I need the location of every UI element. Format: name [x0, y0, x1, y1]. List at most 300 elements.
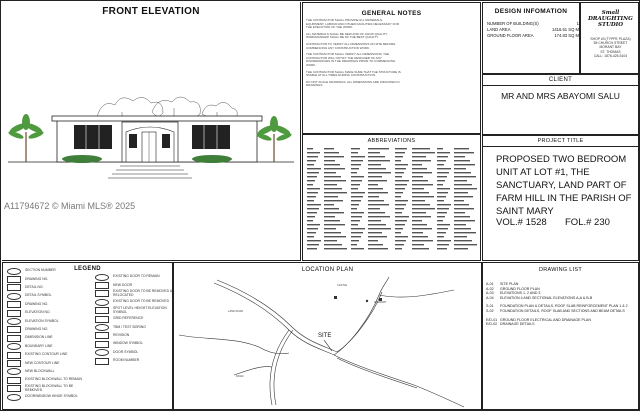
abbreviation-meaning-mark: [324, 204, 334, 205]
abbreviation-code-mark: [307, 244, 319, 245]
legend-item: [95, 357, 173, 365]
general-note-paragraph: ALL MATERIALS SHALL BE NEW AND OF GOOD QUALITY, WORKMANSHIP SHALL BE OF THE BEST QUALITY.: [306, 31, 388, 40]
abbreviation-code-mark: [307, 212, 317, 213]
abbreviation-code-mark: [351, 220, 360, 221]
abbreviation-meaning-mark: [324, 216, 335, 217]
abbreviation-code-mark: [437, 156, 448, 157]
abbreviation-meaning-mark: [368, 176, 382, 177]
design-info-value: 174.83 SQ M: [554, 33, 579, 38]
legend-item-label: EXISTING CONTOUR LINE: [25, 352, 68, 357]
abbreviation-code-mark: [307, 208, 319, 209]
abbreviation-code-mark: [395, 152, 405, 153]
abbreviation-code-mark: [395, 164, 408, 165]
abbreviation-meaning-mark: [412, 212, 426, 213]
legend-item: [7, 284, 87, 292]
abbreviation-code-mark: [351, 236, 361, 237]
abbreviation-code-mark: [437, 220, 443, 221]
design-info-label: NUMBER OF BUILDING(S): [487, 21, 539, 26]
drawing-description: FOUNDATION DETAILS, ROOF SLAB AND SECTIONS AND BEAM DETAILS: [500, 308, 625, 313]
abbreviation-code-mark: [395, 224, 405, 225]
legend-item: [7, 359, 87, 367]
abbreviation-meaning-mark: [412, 184, 433, 185]
abbreviation-code-mark: [437, 152, 450, 153]
legend-item-label: ELEVATION SYMBOL: [25, 318, 59, 323]
abbreviation-code-mark: [307, 232, 316, 233]
legend-symbol-icon: [95, 282, 109, 289]
abbreviation-code-mark: [351, 232, 363, 233]
legend-item: [7, 393, 87, 401]
legend-item: [95, 349, 173, 357]
abbreviation-meaning-mark: [454, 168, 466, 169]
abbreviation-meaning-mark: [454, 196, 473, 197]
abbreviation-meaning-mark: [412, 240, 433, 241]
legend-symbol-icon: [95, 316, 109, 323]
abbreviation-code-mark: [307, 248, 317, 249]
general-note-paragraph: THE CONTRACTOR SHALL VERIFY ALL DIMENSIONS; THE CONTRACTOR WILL NOTIFY THE DESIGNER OF ANY DISCREPANCIES IN THE DRAWINGS PRIOR TO COMMENCING WORK.: [306, 52, 396, 67]
abbreviation-code-mark: [437, 176, 447, 177]
drawing-description: SITE PLAN: [500, 282, 519, 286]
studio-address-line: CALL: 1876-425-5104: [593, 53, 628, 58]
abbreviation-meaning-mark: [368, 164, 381, 165]
abbreviation-code-mark: [437, 244, 449, 245]
general-note-paragraph: THE CONTRACTOR SHALL PROVIDE ALL MATERIALS, EQUIPMENT, LABOUR AND OTHER FACILITIES NECESSARY FOR THE EXECUTION OF THE WORK.: [306, 18, 399, 30]
watermark: A11794672 © Miami MLS® 2025: [4, 201, 136, 211]
abbreviation-meaning-mark: [412, 164, 422, 165]
abbreviation-meaning-mark: [324, 176, 341, 177]
abbreviation-code-mark: [351, 180, 362, 181]
abbreviation-code-mark: [307, 216, 315, 217]
abbreviation-meaning-mark: [368, 220, 381, 221]
abbreviation-code-mark: [351, 200, 361, 201]
abbreviation-meaning-mark: [412, 236, 428, 237]
abbreviation-meaning-mark: [454, 248, 468, 249]
abbreviation-code-mark: [437, 240, 451, 241]
front-elevation-panel: [2, 2, 301, 261]
design-information-panel: [482, 2, 580, 74]
abbreviation-meaning-mark: [412, 204, 430, 205]
design-information-title: DESIGN INFOMATION: [494, 8, 568, 15]
legend-item-label: EXISTING BLOCKWALL TO BE REMOVED: [25, 383, 74, 392]
abbreviation-code-mark: [437, 192, 448, 193]
abbreviation-meaning-mark: [454, 164, 475, 165]
abbreviation-code-mark: [437, 228, 448, 229]
legend-item-label: TBM / TEST BORING: [113, 324, 146, 329]
abbreviation-meaning-mark: [454, 188, 477, 189]
legend-item: [7, 343, 87, 351]
legend-item: [7, 317, 87, 325]
abbreviation-code-mark: [307, 228, 318, 229]
legend-title: LEGEND: [74, 266, 101, 272]
right-palm-tree: [256, 116, 293, 162]
abbreviation-meaning-mark: [324, 156, 344, 157]
legend-symbol-icon: [7, 318, 21, 325]
abbreviation-meaning-mark: [368, 168, 386, 169]
client-panel: [482, 74, 639, 135]
studio-address-line: MORANT BAY: [599, 45, 622, 50]
legend-symbol-icon: [7, 326, 21, 333]
drawing-list-table: [486, 282, 638, 327]
studio-panel: [580, 2, 639, 74]
abbreviation-meaning-mark: [324, 224, 345, 225]
abbreviation-code-mark: [395, 212, 402, 213]
drawing-number: E/D-02: [486, 322, 498, 327]
abbreviation-code-mark: [437, 248, 447, 249]
abbreviation-code-mark: [351, 228, 365, 229]
abbreviation-meaning-mark: [368, 156, 385, 157]
abbreviation-meaning-mark: [368, 192, 388, 193]
legend-symbol-icon: [7, 394, 21, 401]
design-info-value: 1416.51 SQ M: [551, 27, 579, 32]
volume-number: VOL.# 1528: [496, 217, 547, 228]
abbreviation-code-mark: [307, 164, 314, 165]
legend-item: [95, 290, 173, 298]
abbreviation-meaning-mark: [324, 192, 347, 193]
legend-item-label: EXISTING DOOR TO BE REMOVED & RELOCATED: [113, 289, 173, 297]
abbreviation-meaning-mark: [412, 248, 429, 249]
site-label: SITE: [318, 333, 332, 339]
abbreviations-table: [303, 146, 480, 256]
legend-item-label: DOOR SYMBOL: [113, 349, 139, 354]
svg-text:ROAD: ROAD: [236, 375, 244, 378]
abbreviation-meaning-mark: [368, 152, 380, 153]
abbreviation-meaning-mark: [368, 248, 388, 249]
abbreviation-code-mark: [307, 176, 317, 177]
abbreviation-code-mark: [307, 148, 313, 149]
abbreviation-meaning-mark: [412, 192, 429, 193]
abbreviation-code-mark: [395, 176, 402, 177]
drawing-number: S-01: [486, 304, 494, 309]
legend-symbol-icon: [7, 385, 21, 392]
abbreviation-code-mark: [437, 196, 446, 197]
abbreviation-code-mark: [395, 172, 404, 173]
abbreviation-meaning-mark: [368, 212, 385, 213]
design-information-table: [487, 21, 579, 39]
abbreviation-code-mark: [351, 172, 357, 173]
drawing-description: FOUNDATION PLAN & DETAILS, ROOF SLAB REINFORCEMENT PLAN 1 & 2: [500, 304, 628, 309]
abbreviation-code-mark: [351, 192, 365, 193]
abbreviations-panel: [302, 134, 481, 261]
legend-item: [7, 351, 87, 359]
abbreviation-meaning-mark: [454, 240, 472, 241]
legend-item: [95, 340, 173, 348]
abbreviation-code-mark: [307, 160, 316, 161]
front-elevation-title: FRONT ELEVATION: [102, 6, 200, 17]
left-palm-tree: [8, 114, 45, 162]
studio-address-line: 55 CHURCH STREET: [593, 41, 628, 46]
abbreviation-code-mark: [351, 188, 358, 189]
abbreviation-code-mark: [307, 172, 319, 173]
abbreviation-code-mark: [307, 152, 320, 153]
legend-symbol-icon: [7, 301, 21, 308]
abbreviation-code-mark: [351, 248, 364, 249]
abbreviation-meaning-mark: [324, 160, 335, 161]
abbreviation-meaning-mark: [324, 188, 342, 189]
drawing-description: GROUND FLOOR ELECTRICAL AND DRAINAGE PLAN: [500, 317, 591, 322]
drawing-description: DRAINAGE DETAILS: [500, 322, 535, 327]
abbreviation-meaning-mark: [454, 228, 471, 229]
legend-symbol-icon: [7, 293, 21, 300]
legend-symbol-icon: [7, 343, 21, 350]
abbreviation-meaning-mark: [454, 208, 474, 209]
legend-item-label: BOUNDARY LINE: [25, 343, 53, 348]
legend-symbol-icon: [7, 310, 21, 317]
abbreviation-code-mark: [395, 168, 406, 169]
abbreviation-meaning-mark: [368, 224, 386, 225]
abbreviation-code-mark: [395, 236, 408, 237]
legend-item-label: NEW BLOCKWALL: [25, 368, 55, 373]
abbreviation-meaning-mark: [454, 220, 475, 221]
abbreviation-code-mark: [307, 204, 321, 205]
legend-item-label: DRAWING NO.: [25, 301, 49, 306]
abbreviation-code-mark: [351, 152, 358, 153]
abbreviation-meaning-mark: [412, 216, 431, 217]
abbreviation-meaning-mark: [368, 216, 390, 217]
abbreviation-code-mark: [351, 148, 360, 149]
abbreviation-meaning-mark: [368, 208, 380, 209]
drawing-list-title: DRAWING LIST: [538, 267, 583, 273]
abbreviation-meaning-mark: [454, 204, 469, 205]
abbreviation-code-mark: [395, 220, 407, 221]
front-elevation-drawing: [2, 62, 301, 261]
abbreviation-meaning-mark: [324, 168, 345, 169]
abbreviation-code-mark: [437, 216, 445, 217]
abbreviation-code-mark: [351, 164, 361, 165]
abbreviation-code-mark: [307, 184, 313, 185]
location-plan-map: [174, 275, 481, 410]
abbreviation-code-mark: [395, 208, 404, 209]
abbreviation-code-mark: [437, 224, 450, 225]
abbreviation-meaning-mark: [368, 228, 391, 229]
abbreviation-meaning-mark: [412, 224, 427, 225]
legend-item-label: WINDOW SYMBOL: [113, 341, 143, 346]
abbreviation-code-mark: [395, 232, 401, 233]
abbreviation-meaning-mark: [454, 184, 472, 185]
legend-item: [7, 267, 87, 275]
legend-item-label: EXISTING DOOR TO REMAIN: [113, 274, 160, 279]
abbreviation-meaning-mark: [412, 156, 426, 157]
abbreviation-meaning-mark: [412, 244, 424, 245]
legend-item: [7, 384, 87, 392]
design-info-label: GROUND FLOOR AREA: [487, 33, 534, 38]
abbreviation-meaning-mark: [324, 200, 343, 201]
abbreviation-meaning-mark: [324, 172, 336, 173]
abbreviation-code-mark: [395, 216, 409, 217]
abbreviation-meaning-mark: [324, 184, 337, 185]
abbreviation-code-mark: [395, 180, 409, 181]
abbreviation-meaning-mark: [454, 152, 474, 153]
abbreviation-code-mark: [307, 168, 321, 169]
abbreviation-meaning-mark: [412, 188, 424, 189]
abbreviation-code-mark: [395, 156, 403, 157]
abbreviation-meaning-mark: [454, 148, 469, 149]
legend-item-label: DETAIL SYMBOL: [25, 293, 52, 298]
legend-symbol-icon: [7, 335, 21, 342]
abbreviation-meaning-mark: [324, 152, 339, 153]
abbreviation-meaning-mark: [454, 176, 476, 177]
legend-panel: [2, 262, 173, 410]
abbreviation-meaning-mark: [368, 200, 384, 201]
project-title-heading: PROJECT TITLE: [537, 138, 584, 144]
legend-item-label: NEW CONTOUR LINE: [25, 360, 60, 365]
abbreviation-code-mark: [437, 168, 451, 169]
legend-item-label: NEW DOOR: [113, 282, 133, 287]
design-info-value: 1: [576, 21, 579, 26]
abbreviation-meaning-mark: [368, 188, 383, 189]
abbreviation-code-mark: [395, 184, 407, 185]
abbreviation-code-mark: [351, 168, 359, 169]
location-plan-panel: [173, 262, 482, 410]
abbreviation-code-mark: [351, 240, 359, 241]
legend-item-label: EXISTING DOOR TO BE REMOVED: [113, 299, 170, 304]
svg-text:LAND ROAD: LAND ROAD: [228, 310, 244, 313]
legend-item: [7, 275, 87, 283]
abbreviation-meaning-mark: [412, 200, 425, 201]
abbreviation-code-mark: [351, 216, 362, 217]
abbreviation-code-mark: [307, 192, 318, 193]
abbreviation-code-mark: [307, 236, 314, 237]
abbreviation-code-mark: [437, 204, 451, 205]
abbreviation-meaning-mark: [412, 196, 434, 197]
abbreviation-meaning-mark: [324, 228, 336, 229]
abbreviation-code-mark: [395, 196, 401, 197]
abbreviation-meaning-mark: [412, 148, 430, 149]
legend-item: [7, 334, 87, 342]
abbreviation-meaning-mark: [412, 168, 427, 169]
abbreviation-meaning-mark: [324, 240, 337, 241]
abbreviation-code-mark: [307, 220, 313, 221]
legend-item-label: REVISION: [113, 333, 130, 338]
drawing-description: ELEVATIONS 1, 2 AND 3: [500, 291, 541, 296]
drawing-number: A-02: [486, 286, 494, 291]
legend-symbol-icon: [95, 349, 109, 356]
location-plan-title: LOCATION PLAN: [301, 267, 354, 273]
abbreviation-meaning-mark: [412, 208, 435, 209]
abbreviations-title: ABBREVIATIONS: [367, 138, 416, 144]
abbreviation-meaning-mark: [368, 172, 391, 173]
abbreviation-code-mark: [395, 188, 405, 189]
legend-item: [95, 323, 173, 331]
abbreviation-meaning-mark: [324, 236, 346, 237]
abbreviation-code-mark: [351, 204, 359, 205]
legend-right-column: [95, 273, 173, 365]
abbreviation-code-mark: [437, 212, 447, 213]
abbreviation-code-mark: [395, 200, 408, 201]
legend-symbol-icon: [7, 368, 21, 375]
abbreviation-code-mark: [437, 180, 445, 181]
legend-item: [95, 332, 173, 340]
abbreviation-meaning-mark: [412, 220, 422, 221]
legend-item-label: GRID REFERENCE: [113, 316, 144, 321]
abbreviation-meaning-mark: [454, 236, 467, 237]
abbreviation-code-mark: [437, 208, 449, 209]
abbreviation-code-mark: [307, 240, 321, 241]
legend-left-column: [7, 267, 87, 401]
abbreviation-meaning-mark: [454, 224, 466, 225]
drawing-list-row: [486, 322, 638, 327]
abbreviation-code-mark: [307, 200, 314, 201]
legend-item-label: DETAIL NO.: [25, 285, 44, 290]
general-note-paragraph: THE CONTRACTOR SHALL MAKE SURE THAT THE STRUCTURE IS STABLE AT ALL TIMES DURING CONSTRUCTION.: [306, 69, 401, 78]
abbreviation-meaning-mark: [454, 212, 465, 213]
abbreviation-meaning-mark: [454, 192, 468, 193]
abbreviation-meaning-mark: [454, 172, 471, 173]
abbreviation-meaning-mark: [368, 232, 382, 233]
abbreviation-code-mark: [395, 160, 401, 161]
legend-symbol-icon: [7, 276, 21, 283]
abbreviation-meaning-mark: [368, 148, 389, 149]
abbreviation-code-mark: [395, 228, 403, 229]
abbreviation-code-mark: [437, 184, 443, 185]
abbreviation-meaning-mark: [324, 164, 340, 165]
abbreviation-meaning-mark: [454, 216, 470, 217]
abbreviation-code-mark: [395, 244, 404, 245]
legend-item-label: DRAWING NO.: [25, 327, 49, 332]
legend-item-label: DRAWING NO.: [25, 276, 49, 281]
abbreviation-code-mark: [437, 200, 444, 201]
abbreviation-meaning-mark: [412, 172, 432, 173]
abbreviation-meaning-mark: [324, 232, 341, 233]
studio-address-line: ST. THOMAS: [600, 49, 621, 54]
abbreviation-code-mark: [437, 232, 446, 233]
abbreviation-meaning-mark: [412, 176, 423, 177]
abbreviation-code-mark: [307, 188, 320, 189]
abbreviation-meaning-mark: [412, 228, 432, 229]
abbreviation-code-mark: [351, 212, 364, 213]
abbreviation-code-mark: [307, 224, 320, 225]
drawing-number: A-03: [486, 291, 494, 296]
legend-symbol-icon: [95, 290, 109, 297]
abbreviation-meaning-mark: [412, 160, 431, 161]
drawing-number: A-01: [486, 282, 494, 286]
legend-symbol-icon: [95, 332, 109, 339]
svg-text:STEWART: STEWART: [374, 301, 387, 304]
abbreviation-code-mark: [437, 160, 446, 161]
abbreviation-meaning-mark: [368, 196, 379, 197]
abbreviation-code-mark: [395, 192, 403, 193]
abbreviation-code-mark: [437, 188, 450, 189]
abbreviation-meaning-mark: [412, 232, 423, 233]
legend-symbol-icon: [7, 284, 21, 291]
abbreviation-meaning-mark: [324, 212, 344, 213]
drawing-number: S-02: [486, 308, 494, 313]
client-name: MR AND MRS ABAYOMI SALU: [501, 91, 620, 101]
legend-item-label: EXISTING BLOCKWALL TO REMAIN: [25, 377, 82, 382]
abbreviation-meaning-mark: [454, 232, 476, 233]
legend-item: [7, 326, 87, 334]
abbreviation-code-mark: [437, 172, 449, 173]
abbreviation-code-mark: [351, 176, 364, 177]
abbreviation-meaning-mark: [412, 152, 435, 153]
abbreviation-meaning-mark: [324, 180, 346, 181]
abbreviation-code-mark: [307, 156, 318, 157]
abbreviation-meaning-mark: [454, 160, 470, 161]
abbreviation-code-mark: [395, 148, 407, 149]
abbreviation-code-mark: [437, 164, 444, 165]
legend-symbol-icon: [95, 274, 109, 281]
abbreviation-meaning-mark: [412, 180, 428, 181]
legend-symbol-icon: [7, 352, 21, 359]
abbreviation-meaning-mark: [324, 248, 347, 249]
abbreviation-code-mark: [351, 208, 357, 209]
design-info-label: LAND AREA: [487, 27, 511, 32]
legend-symbol-icon: [95, 299, 109, 306]
legend-symbol-icon: [95, 324, 109, 331]
legend-symbol-icon: [95, 358, 109, 365]
legend-item: [7, 368, 87, 376]
abbreviation-code-mark: [351, 160, 363, 161]
studio-address: [583, 37, 638, 58]
legend-symbol-icon: [7, 268, 21, 275]
